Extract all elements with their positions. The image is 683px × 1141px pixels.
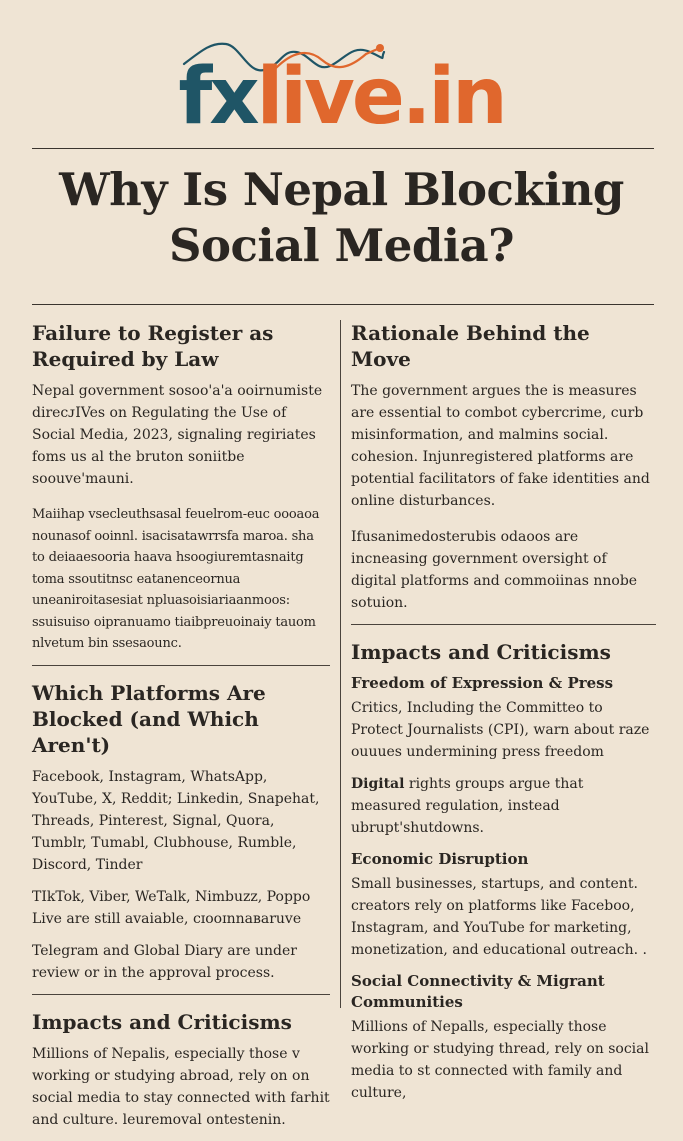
section-heading: Failure to Register as Required by Law [32,321,274,371]
subsection-paragraph: Millions of Nepalls, especially those working or studying thread, rely on social media to st connected with family and culture, [351,1019,649,1101]
section-impacts-right [351,639,656,1104]
section-blocked-platforms [32,680,330,984]
section-heading: Rationale Behind the Move [351,321,590,371]
blocked-platforms-list: Facebook, Instagram, WhatsApp, YouTube, X, Reddit; Linkedin, Snapehat, Threads, Pinterest, Signal, Quora, Tumblr, Tumabl, Clubhouse, Rumble, Discord, Tinder [32,768,320,873]
section-heading: Impacts and Criticisms [32,1009,292,1034]
section-paragraph: Maiihap vsecleuthsasal feuelrom-euc oooaoa nounasof ooinnl. isacisatawrrsfa maroa. sha to deiaaesooria haava hsoogiuremtasnaitg toma ssoutitnsc eatanenceornua uneaniroitasesiat npluasoisiariaanmoos: ssuisuiso oipranuamo tiaibpreuoinaiy tauom nlvetum bin ssesaounc. [32,507,320,651]
section-divider [32,994,330,995]
left-column [32,320,330,1141]
digital-rights-text: rights groups argue that measured regulation, instead ubrupt'shutdowns. [351,776,584,836]
logo-text-fx: fx [178,52,257,142]
section-divider [351,624,656,625]
subsection-paragraph: Critics, Including the Committeo to Protect Journalists (CPI), warn about raze ouuues undermining press freedom [351,700,650,760]
section-rationale [351,320,656,614]
section-paragraph: The government argues the is measures are essential to combot cybercrime, curb misinformation, and malmins social. cohesion. Injunregistered platforms are potential facilitators of fake identities and online disturbances. [351,383,650,509]
page-title [0,162,683,274]
digital-rights-paragraph [351,773,656,839]
right-column [351,320,656,1114]
section-paragraph: Millions of Nepalis, especially those v working or studying abroad, rely on on social media to stay connected with farhit and culture. leuremoval ontestenin. [32,1045,330,1128]
page-title-line1: Why Is Nepal Blocking [59,163,624,216]
section-failure-to-register [32,320,330,655]
column-divider [340,320,341,1008]
section-divider [32,665,330,666]
section-impacts-left [32,1009,330,1131]
page-title-line2: Social Media? [169,219,514,272]
section-paragraph: Ifusanimedosterubis odaoos are incneasing government oversight of digital platforms and commoiinas nnobe sotuion. [351,529,638,611]
subsection-paragraph: Small businesses, startups, and content. creators rely on platforms like Faceboo, Instagram, and YouTube for marketing, monetization, and educational outreach. . [351,876,647,958]
section-heading: Impacts and Criticisms [351,640,611,664]
section-heading: Which Platforms Are Blocked (and Which Aren't) [32,680,266,757]
logo-wordmark [0,52,683,142]
subsection-heading: Freedom of Expression & Press [351,674,614,692]
section-paragraph: Nepal government sosoo'a'a ooirnumiste direcᴊIVes on Regulating the Use of Social Media, 2023, signaling regiriates foms us al the bruton soniitbe soouve'mauni. [32,383,323,487]
title-divider [32,304,654,305]
site-logo[interactable] [0,30,683,140]
digital-bold-word: Digital [351,776,405,792]
available-platforms-list: TIkTok, Viber, WeTalk, Nimbuzz, Poppo Live are still avaiable, cɪooɪnnaʙaruve [32,888,311,927]
review-platforms-note: Telegram and Global Diary are under review or in the approval process. [32,942,297,981]
logo-text-live: live.in [256,52,505,142]
subsection-heading: Social Connectivity & Migrant Communities [351,972,605,1011]
subsection-heading: Economic Disruption [351,850,529,868]
header-divider [32,148,654,149]
